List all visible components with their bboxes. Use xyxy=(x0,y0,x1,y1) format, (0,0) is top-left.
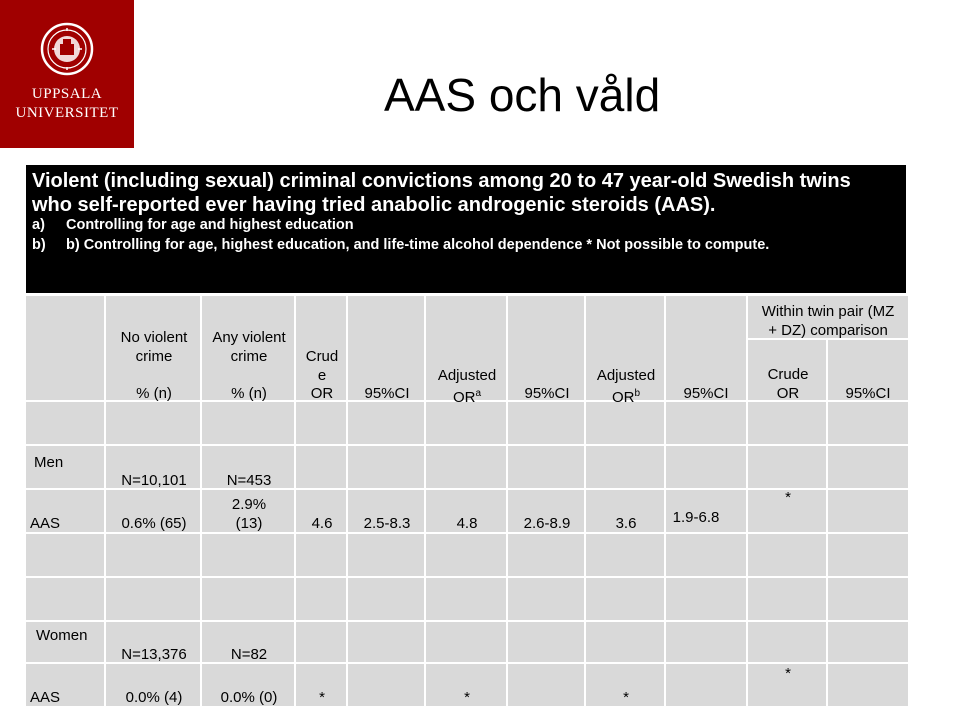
table-cell xyxy=(666,578,746,620)
table-cell xyxy=(106,578,200,620)
header-crude-1: Crud xyxy=(305,348,339,365)
table-cell xyxy=(666,402,746,444)
men-label: Men xyxy=(34,454,64,471)
table-cell xyxy=(296,578,346,620)
men-any-violent-2: (13) xyxy=(235,515,263,532)
men-adjusted-b: 3.6 xyxy=(615,515,637,532)
table-cell xyxy=(426,446,506,488)
men-row-label: AAS xyxy=(30,515,61,532)
header-adjusted-a-1: Adjusted xyxy=(437,367,497,384)
header-crude-3: OR xyxy=(310,385,334,402)
table-cell xyxy=(348,446,424,488)
header-ci-3: 95%CI xyxy=(683,385,729,402)
header-ci-2: 95%CI xyxy=(524,385,570,402)
table-cell xyxy=(296,446,346,488)
table-cell xyxy=(202,402,294,444)
header-twin-2: + DZ) comparison xyxy=(768,322,888,339)
women-crude-or: * xyxy=(319,689,325,706)
description-line-2: who self-reported ever having tried anabolic androgenic steroids (AAS). xyxy=(32,194,716,216)
table-cell xyxy=(26,534,104,576)
table-cell xyxy=(666,664,746,706)
header-no-violent-3: % (n) xyxy=(136,385,172,402)
description-line-1: Violent (including sexual) criminal convictions among 20 to 47 year-old Swedish twins xyxy=(32,170,851,192)
table-cell xyxy=(348,534,424,576)
women-n-any-violent: N=82 xyxy=(230,646,268,663)
table-cell xyxy=(828,446,908,488)
header-any-violent-2: crime xyxy=(230,348,268,365)
table-cell xyxy=(666,534,746,576)
logo-line-1: UPPSALA xyxy=(31,86,103,102)
table-cell xyxy=(828,490,908,532)
table-cell xyxy=(106,534,200,576)
women-adjusted-a: * xyxy=(464,689,470,706)
table-cell xyxy=(828,622,908,662)
table-cell xyxy=(426,622,506,662)
table-cell xyxy=(296,402,346,444)
university-logo xyxy=(0,0,134,148)
description-box xyxy=(26,165,906,293)
table-cell xyxy=(26,296,104,400)
table-cell xyxy=(828,664,908,706)
men-any-violent-1: 2.9% xyxy=(231,496,267,513)
women-twin-or: * xyxy=(785,665,791,682)
header-adjusted-b-2: $OR^b$ xyxy=(611,388,641,406)
men-ci-b: 1.9-6.8 xyxy=(672,509,720,526)
table-cell xyxy=(26,402,104,444)
table-cell xyxy=(586,402,664,444)
header-adjusted-a-2: $OR^a$ xyxy=(452,388,482,406)
header-adjusted-b-1: Adjusted xyxy=(596,367,656,384)
header-twin-crude-1: Crude xyxy=(767,366,809,383)
women-row-label: AAS xyxy=(30,689,61,706)
table-cell xyxy=(508,578,584,620)
table-cell xyxy=(748,402,826,444)
description-main xyxy=(32,169,902,217)
footnote-a xyxy=(32,215,354,235)
men-no-violent: 0.6% (65) xyxy=(121,515,187,532)
header-ci-4: 95%CI xyxy=(845,385,891,402)
footnote-b-mark: b) xyxy=(32,237,46,253)
table-cell xyxy=(748,578,826,620)
table-cell xyxy=(828,534,908,576)
header-any-violent-3: % (n) xyxy=(231,385,267,402)
men-ci-a: 2.6-8.9 xyxy=(523,515,571,532)
slide-header xyxy=(0,0,960,148)
table-cell xyxy=(586,578,664,620)
table-cell xyxy=(426,402,506,444)
header-twin-1: Within twin pair (MZ xyxy=(761,303,895,320)
header-no-violent-1: No violent xyxy=(120,329,188,346)
header-twin-crude-2: OR xyxy=(776,385,800,402)
table-cell xyxy=(666,622,746,662)
table-cell xyxy=(202,578,294,620)
women-adjusted-b: * xyxy=(623,689,629,706)
footnote-a-mark: a) xyxy=(32,217,45,233)
table-cell xyxy=(348,578,424,620)
men-adjusted-a: 4.8 xyxy=(456,515,478,532)
footnote-a-text: Controlling for age and highest education xyxy=(66,217,354,233)
header-ci-1: 95%CI xyxy=(364,385,410,402)
table-cell xyxy=(508,402,584,444)
table-cell xyxy=(508,664,584,706)
table-cell xyxy=(508,534,584,576)
women-no-violent: 0.0% (4) xyxy=(125,689,183,706)
slide-title: AAS och våld xyxy=(384,69,661,121)
table-cell xyxy=(586,622,664,662)
header-no-violent-2: crime xyxy=(135,348,173,365)
women-any-violent: 0.0% (0) xyxy=(220,689,278,706)
table-cell xyxy=(296,534,346,576)
table-cell xyxy=(296,622,346,662)
table-cell xyxy=(666,446,746,488)
results-table xyxy=(26,296,908,716)
table-cell xyxy=(748,446,826,488)
table-cell xyxy=(508,446,584,488)
men-ci: 2.5-8.3 xyxy=(363,515,411,532)
table-cell xyxy=(348,664,424,706)
footnote-b-text: b) Controlling for age, highest education, and life-time alcohol dependence * Not possible to compute. xyxy=(66,237,770,253)
table-cell xyxy=(202,534,294,576)
table-cell xyxy=(586,446,664,488)
men-n-any-violent: N=453 xyxy=(226,472,272,489)
women-n-no-violent: N=13,376 xyxy=(121,646,187,663)
men-crude-or: 4.6 xyxy=(311,515,333,532)
table-cell xyxy=(426,534,506,576)
table-cell xyxy=(828,402,908,444)
men-n-no-violent: N=10,101 xyxy=(121,472,187,489)
logo-line-2: UNIVERSITET xyxy=(15,105,119,121)
seal-icon xyxy=(40,22,94,76)
women-label: Women xyxy=(36,627,88,644)
table-cell xyxy=(348,622,424,662)
table-cell xyxy=(26,578,104,620)
table-cell xyxy=(748,534,826,576)
footnote-b xyxy=(32,235,769,255)
table-cell xyxy=(426,578,506,620)
table-cell xyxy=(748,622,826,662)
table-cell xyxy=(828,578,908,620)
table-cell xyxy=(508,622,584,662)
men-twin-or: * xyxy=(785,489,791,506)
header-crude-2: e xyxy=(317,367,327,384)
header-any-violent-1: Any violent xyxy=(212,329,286,346)
table-cell xyxy=(586,534,664,576)
table-cell xyxy=(106,402,200,444)
table-cell xyxy=(348,402,424,444)
